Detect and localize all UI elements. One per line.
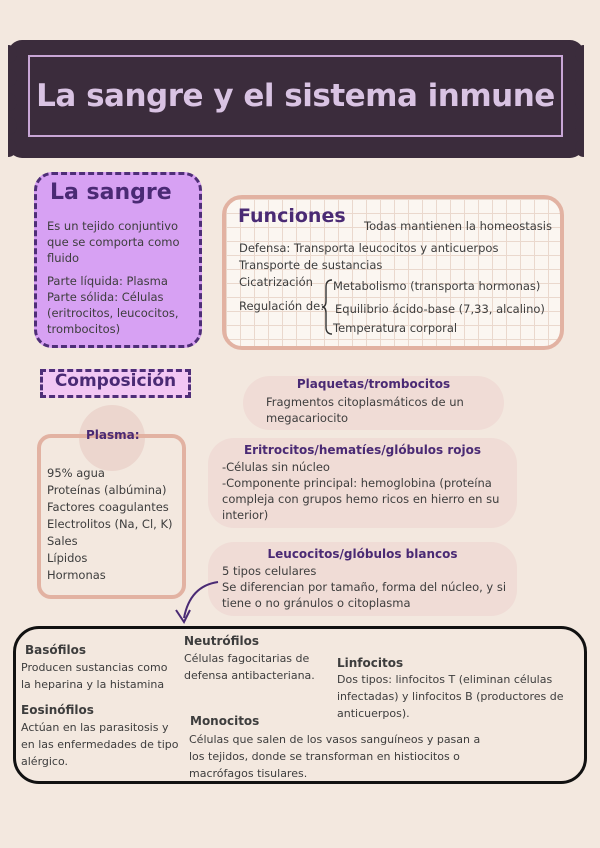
linfocitos-title: Linfocitos <box>337 656 404 670</box>
monocitos-line: macrófagos tisulares. <box>189 767 308 780</box>
composicion-title: Composición <box>54 371 177 391</box>
sangre-desc-line: que se comporta como <box>47 235 180 249</box>
plaquetas-line: megacariocito <box>266 411 349 425</box>
neutrofilos-line: Células fagocitarias de <box>184 652 310 665</box>
regulacion-item: Metabolismo (transporta hormonas) <box>333 279 541 293</box>
eritrocitos-line: interior) <box>222 508 269 522</box>
sangre-part-line: (eritrocitos, leucocitos, <box>47 306 179 320</box>
basofilos-line: Producen sustancias como <box>21 661 168 674</box>
funcion-transporte: Transporte de sustancias <box>239 258 383 272</box>
basofilos-line: la heparina y la histamina <box>21 678 165 691</box>
page-title: La sangre y el sistema inmune <box>36 78 555 114</box>
plaquetas-title: Plaquetas/trombocitos <box>296 377 451 391</box>
basofilos-title: Basófilos <box>25 643 87 657</box>
linfocitos-line: anticuerpos). <box>337 707 410 720</box>
linfocitos-text <box>337 671 563 722</box>
eosinofilos-text <box>21 719 178 770</box>
leucocitos-line: tiene o no gránulos o citoplasma <box>222 596 411 610</box>
plasma-item: Hormonas <box>47 568 106 582</box>
sangre-desc-line: fluido <box>47 251 80 265</box>
plasma-item: Sales <box>47 534 78 548</box>
leucocitos-text <box>222 563 506 611</box>
monocitos-title: Monocitos <box>190 714 260 728</box>
plaquetas-text <box>266 394 464 426</box>
leucocitos-line: 5 tipos celulares <box>222 564 317 578</box>
sangre-part-line: trombocitos) <box>47 322 121 336</box>
eritrocitos-title: Eritrocitos/hematíes/glóbulos rojos <box>243 443 482 457</box>
plasma-item: Factores coagulantes <box>47 500 169 514</box>
eosinofilos-line: en las enfermedades de tipo <box>21 738 179 751</box>
eritrocitos-line: compleja con grupos hemo ricos en hierro en su <box>222 492 500 506</box>
plasma-item: Electrolitos (Na, Cl, K) <box>47 517 173 531</box>
sangre-title: La sangre <box>50 180 172 205</box>
sangre-desc-line: Es un tejido conjuntivo <box>47 219 179 233</box>
sangre-part-line: Parte sólida: Células <box>47 290 164 304</box>
neutrofilos-line: defensa antibacteriana. <box>184 669 315 682</box>
eosinofilos-line: Actúan en las parasitosis y <box>21 721 169 734</box>
leucocitos-line: Se diferencian por tamaño, forma del núcleo, y si <box>222 580 507 594</box>
basofilos-text <box>21 659 167 693</box>
eritrocitos-line: -Componente principal: hemoglobina (proteína <box>222 476 492 490</box>
monocitos-line: Células que salen de los vasos sanguíneos y pasan a <box>189 733 481 746</box>
plasma-item: 95% agua <box>47 466 105 480</box>
plasma-item: Lípidos <box>47 551 88 565</box>
sangre-part-line: Parte líquida: Plasma <box>47 274 168 288</box>
monocitos-text <box>189 731 480 782</box>
funciones-title: Funciones <box>238 205 346 227</box>
curved-arrow-icon <box>170 578 230 628</box>
leucocitos-title: Leucocitos/glóbulos blancos <box>267 547 458 561</box>
funcion-regulacion: Regulación de: <box>239 299 325 313</box>
eritrocitos-line: -Células sin núcleo <box>222 460 330 474</box>
plaquetas-line: Fragmentos citoplasmáticos de un <box>266 395 464 409</box>
neutrofilos-text <box>184 650 315 684</box>
eosinofilos-title: Eosinófilos <box>21 703 94 717</box>
linfocitos-line: Dos tipos: linfocitos T (eliminan células <box>337 673 553 686</box>
regulacion-item: Temperatura corporal <box>333 321 458 335</box>
plasma-title: Plasma: <box>86 428 140 442</box>
eosinofilos-line: alérgico. <box>21 755 69 768</box>
funcion-cicatrizacion: Cicatrización <box>239 275 313 289</box>
monocitos-line: los tejidos, donde se transforman en histiocitos o <box>189 750 460 763</box>
funcion-defensa: Defensa: Transporta leucocitos y anticuerpos <box>239 241 499 255</box>
funciones-note: Todas mantienen la homeostasis <box>364 219 552 233</box>
neutrofilos-title: Neutrófilos <box>184 634 260 648</box>
plasma-list <box>47 465 172 584</box>
linfocitos-line: infectadas) y linfocitos B (productores de <box>337 690 564 703</box>
sangre-parts <box>47 273 197 337</box>
eritrocitos-text <box>222 459 499 523</box>
sangre-description <box>47 218 197 266</box>
regulacion-item: Equilibrio ácido-base (7,33, alcalino) <box>335 302 545 316</box>
plasma-item: Proteínas (albúmina) <box>47 483 167 497</box>
